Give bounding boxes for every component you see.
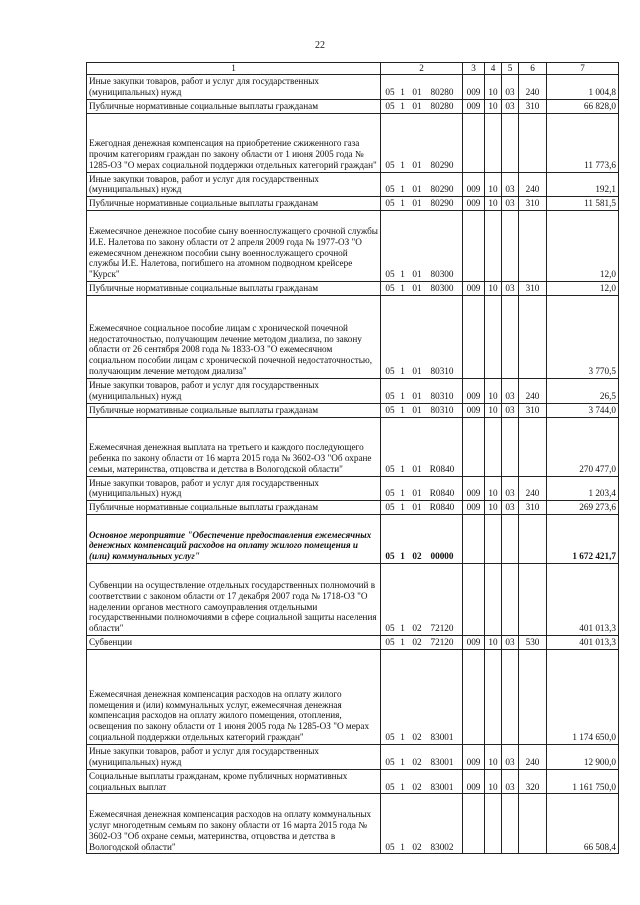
code-measure: 01 bbox=[412, 390, 422, 401]
row-col4: 10 bbox=[485, 379, 502, 404]
row-code-cell bbox=[381, 403, 463, 417]
code-subprogram: 1 bbox=[400, 463, 405, 474]
budget-table bbox=[86, 62, 619, 854]
row-name-cell bbox=[87, 75, 381, 100]
code-program: 05 bbox=[385, 488, 395, 499]
row-name-cell bbox=[87, 403, 381, 417]
header-cell: 5 bbox=[502, 63, 519, 75]
code-measure: 01 bbox=[412, 100, 422, 111]
row-code-cell bbox=[381, 794, 463, 854]
row-name: Публичные нормативные социальные выплаты гражданам bbox=[89, 502, 319, 513]
row-amount: 11 581,5 bbox=[547, 197, 619, 211]
row-amount: 3 770,5 bbox=[547, 296, 619, 379]
code-program: 05 bbox=[385, 198, 395, 209]
code-program: 05 bbox=[385, 86, 395, 97]
code-measure: 01 bbox=[412, 184, 422, 195]
code-measure: 01 bbox=[412, 366, 422, 377]
row-col4 bbox=[485, 650, 502, 745]
code-measure: 02 bbox=[412, 637, 422, 648]
row-name: Иные закупки товаров, работ и услуг для государственных (муниципальных) нужд bbox=[89, 746, 320, 767]
row-name: Публичные нормативные социальные выплаты гражданам bbox=[89, 404, 319, 415]
code-subprogram: 1 bbox=[400, 283, 405, 294]
row-amount: 26,5 bbox=[547, 379, 619, 404]
code-subprogram: 1 bbox=[400, 781, 405, 792]
row-name-cell bbox=[87, 650, 381, 745]
row-col3 bbox=[463, 296, 485, 379]
code-subprogram: 1 bbox=[400, 86, 405, 97]
code-subprogram: 1 bbox=[400, 551, 405, 562]
row-col3: 009 bbox=[463, 476, 485, 501]
row-code-cell bbox=[381, 211, 463, 282]
code-direction: 80310 bbox=[430, 390, 454, 401]
row-col6 bbox=[519, 515, 547, 564]
row-col3: 009 bbox=[463, 282, 485, 296]
page-number: 22 bbox=[315, 40, 325, 51]
header-row bbox=[87, 63, 619, 75]
row-name-cell bbox=[87, 211, 381, 282]
table-row bbox=[87, 636, 619, 650]
row-col4: 10 bbox=[485, 172, 502, 197]
header-cell: 1 bbox=[87, 63, 381, 75]
header-cell: 2 bbox=[381, 63, 463, 75]
row-name: Публичные нормативные социальные выплаты гражданам bbox=[89, 283, 319, 294]
row-col5 bbox=[502, 515, 519, 564]
code-program: 05 bbox=[385, 184, 395, 195]
row-code-cell bbox=[381, 745, 463, 770]
row-col6 bbox=[519, 650, 547, 745]
row-name-cell bbox=[87, 769, 381, 794]
code-measure: 02 bbox=[412, 623, 422, 634]
row-name: Иные закупки товаров, работ и услуг для государственных (муниципальных) нужд bbox=[89, 173, 320, 195]
row-name: Иные закупки товаров, работ и услуг для государственных (муниципальных) нужд bbox=[89, 380, 320, 401]
row-col5 bbox=[502, 794, 519, 854]
row-amount: 11 773,6 bbox=[547, 113, 619, 172]
row-amount: 12,0 bbox=[547, 211, 619, 282]
code-program: 05 bbox=[385, 551, 395, 562]
table-row bbox=[87, 296, 619, 379]
row-col6: 310 bbox=[519, 197, 547, 211]
code-subprogram: 1 bbox=[400, 390, 405, 401]
header-cell: 6 bbox=[519, 63, 547, 75]
code-subprogram: 1 bbox=[400, 841, 405, 852]
row-col5: 03 bbox=[502, 501, 519, 515]
row-col5 bbox=[502, 650, 519, 745]
row-name-cell bbox=[87, 745, 381, 770]
row-name-cell bbox=[87, 197, 381, 211]
row-amount: 1 672 421,7 bbox=[547, 515, 619, 564]
row-name: Субвенции на осуществление отдельных государственных полномочий в соответствии с законом области от 17 декабря 2007 года № 1718-ОЗ "О наделении органов местного самоуправления отдельными государственными полномочиями в сфере социальной защиты населения области" bbox=[89, 579, 377, 634]
code-subprogram: 1 bbox=[400, 756, 405, 767]
row-amount: 12,0 bbox=[547, 282, 619, 296]
row-col6 bbox=[519, 564, 547, 636]
row-code-cell bbox=[381, 197, 463, 211]
code-measure: 01 bbox=[412, 86, 422, 97]
code-direction: 80310 bbox=[430, 366, 454, 377]
row-amount: 1 004,8 bbox=[547, 75, 619, 100]
row-code-cell bbox=[381, 75, 463, 100]
code-subprogram: 1 bbox=[400, 198, 405, 209]
row-col5: 03 bbox=[502, 403, 519, 417]
row-name-cell bbox=[87, 564, 381, 636]
row-col5: 03 bbox=[502, 636, 519, 650]
row-name: Ежемесячное социальное пособие лицам с хронической почечной недостаточностью, получающим лечение методом диализа, по закону области от 26 сентября 2008 года № 1833-ОЗ "О ежемесячном социальном пособии лицам с хронической почечной недостаточностью, получающим лечение методом диализа" bbox=[89, 322, 373, 377]
row-col4: 10 bbox=[485, 636, 502, 650]
row-name-cell bbox=[87, 794, 381, 854]
row-col3: 009 bbox=[463, 501, 485, 515]
code-direction: 80290 bbox=[430, 159, 454, 170]
table-row bbox=[87, 379, 619, 404]
code-measure: 02 bbox=[412, 756, 422, 767]
table-row bbox=[87, 417, 619, 476]
row-code-cell bbox=[381, 172, 463, 197]
row-code-cell bbox=[381, 769, 463, 794]
row-col4 bbox=[485, 113, 502, 172]
code-direction: 80280 bbox=[430, 86, 454, 97]
code-measure: 01 bbox=[412, 269, 422, 280]
table-row bbox=[87, 172, 619, 197]
header-cell: 7 bbox=[547, 63, 619, 75]
code-direction: 83001 bbox=[430, 732, 454, 743]
code-direction: 72120 bbox=[430, 637, 454, 648]
row-col3 bbox=[463, 515, 485, 564]
table-row bbox=[87, 794, 619, 854]
row-col5: 03 bbox=[502, 745, 519, 770]
row-name: Ежемесячная денежная выплата на третьего и каждого последующего ребенка по закону области от 16 марта 2015 года № 3602-ОЗ "Об охране семьи, материнства, отцовства и детства в Вологодской области" bbox=[89, 442, 372, 474]
code-direction: 83001 bbox=[430, 756, 454, 767]
row-col5: 03 bbox=[502, 75, 519, 100]
code-program: 05 bbox=[385, 732, 395, 743]
row-col5: 03 bbox=[502, 197, 519, 211]
row-col5 bbox=[502, 564, 519, 636]
row-name: Публичные нормативные социальные выплаты гражданам bbox=[89, 100, 319, 111]
code-program: 05 bbox=[385, 100, 395, 111]
code-measure: 02 bbox=[412, 781, 422, 792]
code-direction: 80300 bbox=[430, 269, 454, 280]
code-subprogram: 1 bbox=[400, 100, 405, 111]
row-name: Иные закупки товаров, работ и услуг для государственных (муниципальных) нужд bbox=[89, 76, 320, 97]
table-row bbox=[87, 501, 619, 515]
table-row bbox=[87, 403, 619, 417]
row-name-cell bbox=[87, 515, 381, 564]
code-subprogram: 1 bbox=[400, 732, 405, 743]
code-program: 05 bbox=[385, 756, 395, 767]
code-measure: 02 bbox=[412, 841, 422, 852]
row-col6 bbox=[519, 417, 547, 476]
row-col3 bbox=[463, 211, 485, 282]
table-row bbox=[87, 197, 619, 211]
code-program: 05 bbox=[385, 390, 395, 401]
row-code-cell bbox=[381, 476, 463, 501]
code-subprogram: 1 bbox=[400, 404, 405, 415]
row-col5: 03 bbox=[502, 476, 519, 501]
row-code-cell bbox=[381, 99, 463, 113]
code-direction: 80290 bbox=[430, 184, 454, 195]
row-col3: 009 bbox=[463, 75, 485, 100]
code-program: 05 bbox=[385, 463, 395, 474]
row-col6: 240 bbox=[519, 745, 547, 770]
code-direction: 80300 bbox=[430, 283, 454, 294]
row-col3 bbox=[463, 113, 485, 172]
row-col6: 310 bbox=[519, 282, 547, 296]
row-col4 bbox=[485, 211, 502, 282]
row-col6: 240 bbox=[519, 75, 547, 100]
row-code-cell bbox=[381, 417, 463, 476]
row-amount: 66 828,0 bbox=[547, 99, 619, 113]
row-code-cell bbox=[381, 515, 463, 564]
row-col6: 310 bbox=[519, 403, 547, 417]
table-body bbox=[87, 75, 619, 854]
row-code-cell bbox=[381, 501, 463, 515]
row-amount: 66 508,4 bbox=[547, 794, 619, 854]
row-col6: 310 bbox=[519, 99, 547, 113]
table-row bbox=[87, 282, 619, 296]
table-row bbox=[87, 476, 619, 501]
table-row bbox=[87, 769, 619, 794]
row-col5: 03 bbox=[502, 282, 519, 296]
code-measure: 02 bbox=[412, 551, 422, 562]
row-code-cell bbox=[381, 650, 463, 745]
row-col3: 009 bbox=[463, 99, 485, 113]
row-col5 bbox=[502, 296, 519, 379]
code-measure: 01 bbox=[412, 488, 422, 499]
code-measure: 01 bbox=[412, 404, 422, 415]
row-name-cell bbox=[87, 99, 381, 113]
row-col6 bbox=[519, 296, 547, 379]
header-cell: 4 bbox=[485, 63, 502, 75]
row-col3: 009 bbox=[463, 745, 485, 770]
row-name: Иные закупки товаров, работ и услуг для государственных (муниципальных) нужд bbox=[89, 477, 320, 499]
code-direction: R0840 bbox=[429, 463, 455, 474]
row-col4 bbox=[485, 564, 502, 636]
code-measure: 01 bbox=[412, 283, 422, 294]
row-col3: 009 bbox=[463, 197, 485, 211]
row-col3 bbox=[463, 794, 485, 854]
code-program: 05 bbox=[385, 841, 395, 852]
row-col4: 10 bbox=[485, 197, 502, 211]
row-name-cell bbox=[87, 172, 381, 197]
code-subprogram: 1 bbox=[400, 366, 405, 377]
row-col3 bbox=[463, 564, 485, 636]
row-name: Субвенции bbox=[89, 637, 133, 648]
row-code-cell bbox=[381, 564, 463, 636]
row-col4: 10 bbox=[485, 476, 502, 501]
table-row bbox=[87, 75, 619, 100]
row-col4: 10 bbox=[485, 501, 502, 515]
code-measure: 01 bbox=[412, 502, 422, 513]
row-col4 bbox=[485, 296, 502, 379]
row-code-cell bbox=[381, 113, 463, 172]
row-col5 bbox=[502, 211, 519, 282]
code-direction: 80280 bbox=[430, 100, 454, 111]
code-program: 05 bbox=[385, 637, 395, 648]
row-name: Основное мероприятие "Обеспечение предоставления ежемесячных денежных компенсаций расходов на оплату жилого помещения и (или) коммунальных услуг" bbox=[89, 529, 372, 562]
table-row bbox=[87, 211, 619, 282]
row-amount: 1 203,4 bbox=[547, 476, 619, 501]
code-program: 05 bbox=[385, 269, 395, 280]
row-col3: 009 bbox=[463, 172, 485, 197]
row-amount: 192,1 bbox=[547, 172, 619, 197]
row-name-cell bbox=[87, 501, 381, 515]
code-program: 05 bbox=[385, 781, 395, 792]
row-col4 bbox=[485, 417, 502, 476]
table-row bbox=[87, 515, 619, 564]
table-row bbox=[87, 745, 619, 770]
row-code-cell bbox=[381, 379, 463, 404]
row-col6: 530 bbox=[519, 636, 547, 650]
row-col4 bbox=[485, 515, 502, 564]
row-col5: 03 bbox=[502, 379, 519, 404]
row-col5 bbox=[502, 417, 519, 476]
row-code-cell bbox=[381, 636, 463, 650]
row-col3: 009 bbox=[463, 636, 485, 650]
row-name: Ежегодная денежная компенсация на приобретение сжиженного газа прочим категориям граждан по закону области от 1 июня 2005 года № 1285-ОЗ "О мерах социальной поддержки отдельных категорий граждан" bbox=[89, 138, 377, 170]
row-col4: 10 bbox=[485, 745, 502, 770]
row-name-cell bbox=[87, 417, 381, 476]
code-subprogram: 1 bbox=[400, 159, 405, 170]
row-col5 bbox=[502, 113, 519, 172]
code-program: 05 bbox=[385, 623, 395, 634]
row-col4: 10 bbox=[485, 99, 502, 113]
code-measure: 02 bbox=[412, 732, 422, 743]
code-subprogram: 1 bbox=[400, 184, 405, 195]
row-col4: 10 bbox=[485, 75, 502, 100]
row-col4: 10 bbox=[485, 282, 502, 296]
row-code-cell bbox=[381, 282, 463, 296]
code-program: 05 bbox=[385, 404, 395, 415]
code-direction: 83002 bbox=[430, 841, 454, 852]
row-col3: 009 bbox=[463, 379, 485, 404]
code-subprogram: 1 bbox=[400, 623, 405, 634]
row-col5: 03 bbox=[502, 99, 519, 113]
code-program: 05 bbox=[385, 283, 395, 294]
row-name: Ежемесячная денежная компенсация расходов на оплату коммунальных услуг многодетным семьям по закону области от 16 марта 2015 года № 3602-ОЗ "Об охране семьи, материнства, отцовства и детства в Вологодской области" bbox=[89, 809, 372, 852]
code-subprogram: 1 bbox=[400, 269, 405, 280]
row-name-cell bbox=[87, 636, 381, 650]
header-cell: 3 bbox=[463, 63, 485, 75]
row-name: Ежемесячная денежная компенсация расходов на оплату жилого помещения и (или) коммунальных услуг, ежемесячная денежная компенсация расходов на оплату жилого помещения, отопления, освещения по закону области от 1 июня 2005 года № 1285-ОЗ "О мерах социальной поддержки отдельных категорий граждан" bbox=[89, 688, 370, 743]
code-program: 05 bbox=[385, 502, 395, 513]
table-row bbox=[87, 113, 619, 172]
row-name: Публичные нормативные социальные выплаты гражданам bbox=[89, 198, 319, 209]
code-direction: R0840 bbox=[429, 488, 455, 499]
row-amount: 1 174 650,0 bbox=[547, 650, 619, 745]
row-col5: 03 bbox=[502, 769, 519, 794]
code-subprogram: 1 bbox=[400, 488, 405, 499]
row-col6: 320 bbox=[519, 769, 547, 794]
code-subprogram: 1 bbox=[400, 637, 405, 648]
row-col6: 240 bbox=[519, 379, 547, 404]
row-col6: 310 bbox=[519, 501, 547, 515]
code-direction: 72120 bbox=[430, 623, 454, 634]
row-amount: 3 744,0 bbox=[547, 403, 619, 417]
code-measure: 01 bbox=[412, 159, 422, 170]
code-program: 05 bbox=[385, 159, 395, 170]
row-col6 bbox=[519, 794, 547, 854]
code-direction: 80290 bbox=[430, 198, 454, 209]
row-col4: 10 bbox=[485, 769, 502, 794]
row-amount: 269 273,6 bbox=[547, 501, 619, 515]
row-code-cell bbox=[381, 296, 463, 379]
row-col3 bbox=[463, 650, 485, 745]
code-direction: 80310 bbox=[430, 404, 454, 415]
row-col6 bbox=[519, 113, 547, 172]
row-name-cell bbox=[87, 113, 381, 172]
row-col5: 03 bbox=[502, 172, 519, 197]
row-amount: 12 900,0 bbox=[547, 745, 619, 770]
table-row bbox=[87, 564, 619, 636]
row-col3: 009 bbox=[463, 769, 485, 794]
row-col3 bbox=[463, 417, 485, 476]
code-measure: 01 bbox=[412, 198, 422, 209]
row-col4: 10 bbox=[485, 403, 502, 417]
row-amount: 1 161 750,0 bbox=[547, 769, 619, 794]
row-name-cell bbox=[87, 379, 381, 404]
row-col6: 240 bbox=[519, 172, 547, 197]
row-col3: 009 bbox=[463, 403, 485, 417]
code-direction: 00000 bbox=[430, 551, 454, 562]
code-measure: 01 bbox=[412, 463, 422, 474]
table-row bbox=[87, 650, 619, 745]
code-subprogram: 1 bbox=[400, 502, 405, 513]
code-direction: R0840 bbox=[429, 502, 455, 513]
row-amount: 401 013,3 bbox=[547, 564, 619, 636]
row-col6: 240 bbox=[519, 476, 547, 501]
row-col6 bbox=[519, 211, 547, 282]
code-program: 05 bbox=[385, 366, 395, 377]
row-amount: 270 477,0 bbox=[547, 417, 619, 476]
row-col4 bbox=[485, 794, 502, 854]
table-row bbox=[87, 99, 619, 113]
row-name-cell bbox=[87, 296, 381, 379]
code-direction: 83001 bbox=[430, 781, 454, 792]
row-name: Социальные выплаты гражданам, кроме публичных нормативных социальных выплат bbox=[89, 770, 348, 792]
row-name-cell bbox=[87, 282, 381, 296]
row-name-cell bbox=[87, 476, 381, 501]
row-amount: 401 013,3 bbox=[547, 636, 619, 650]
row-name: Ежемесячное денежное пособие сыну военнослужащего срочной службы И.Е. Налетова по закону области от 2 апреля 2009 года № 1977-ОЗ "О ежемесячном денежном пособии сыну военнослужащего срочной службы И.Е. Налетова, погибшего на атомном подводном крейсере "Курск" bbox=[89, 225, 378, 280]
